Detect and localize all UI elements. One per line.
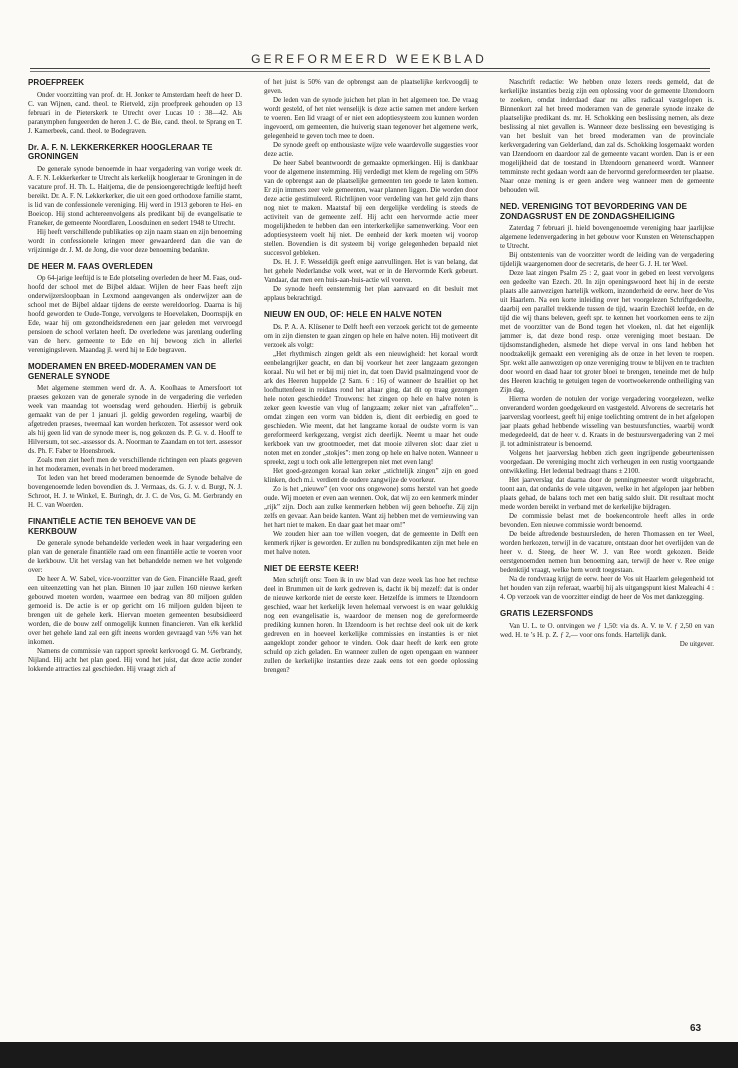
paragraph: De generale synode behandelde verleden week in haar vergadering een plan van de generale finantiële raad om een finantiële actie te voeren voor de kerkbouw. Uit het verslag van het behandelde nemen we het volgende over: bbox=[28, 539, 242, 574]
heading-eerste-keer: NIET DE EERSTE KEER! bbox=[264, 563, 359, 573]
heading-hele-halve-noten: NIEUW EN OUD, OF: HELE EN HALVE NOTEN bbox=[264, 310, 442, 319]
paragraph: Op 64-jarige leeftijd is te Ede plotseling overleden de heer M. Faas, oud-hoofd der school met de Bijbel aldaar. Wijlen de heer Faas heeft zijn onderwijzersloopbaan in Lexmond aangevangen als onderwijzer aan de school met de Bijbel aldaar tijdens de eerste wereldoorlog. Daarna is hij hoofd geworden te Oude-Tonge, vervolgens te Hoevelaken, Doornspijk en Ede, waar hij om gezondheidsredenen een jaar geleden met vervroegd pensioen de school verlaten heeft. De overledene was jarenlang ouderling van de herv. gemeente te Ede en hij bewoog zich in allerlei verenigingsleven. Maandag jl. werd hij te Ede begraven. bbox=[28, 274, 242, 354]
paragraph: Het jaarverslag dat daarna door de penningmeester wordt uitgebracht, toont aan, dat ondanks de vele uitgaven, welke in het afgelopen jaar hebben plaats gehad, de balans toch met een batig saldo sluit. Dit resultaat mocht mede worden bereikt in verband met de kerkelijke bijdragen. bbox=[500, 476, 714, 511]
paragraph: De synode heeft eenstemmig het plan aanvaard en dit besluit met applaus bekrachtigd. bbox=[264, 285, 478, 302]
paragraph: Hierna worden de notulen der vorige vergadering voorgelezen, welke onveranderd worden goedgekeurd en vastgesteld. Alvorens de secretaris het jaarverslag voorleest, geeft hij enige toelichting omtrent de in het afgelopen jaar plaats gehad hebbende wisseling van bestuursfuncties, waarbij wordt medegedeeld, dat de heer v. d. Kraats in de bestuursvergadering van 2 mei jl. tot administrateur is benoemd. bbox=[500, 395, 714, 448]
heading-zondagsrust: NED. VERENIGING TOT BEVORDERING VAN DE ZONDAGSRUST EN DE ZONDAGSHEILIGING bbox=[500, 202, 688, 221]
paragraph: De synode geeft op enthousiaste wijze vele waardevolle suggesties voor deze actie. bbox=[264, 141, 478, 158]
paragraph: Onder voorzitting van prof. dr. H. Jonker te Amsterdam heeft de heer D. C. van Wijnen, cand. theol. te Rietveld, zijn proefpreek gehouden op 13 februari in de Pieterskerk te Utrecht over Lucas 10 : 38—42. Als paranymphen fungeerden de heren J. C. de Bie, cand. theol. te Sprang en T. J. Kamerbeek, cand. theol. te Bodegraven. bbox=[28, 90, 242, 135]
paragraph: De commissie belast met de boekencontrole heeft alles in orde bevonden. Een nieuwe commissie wordt benoemd. bbox=[500, 512, 714, 529]
paragraph: Tot leden van het breed moderamen benoemde de Synode behalve de bovengenoemde leden bovendien ds. J. Vermaas, ds. G. J. v. d. Burgt, N. J. Schroot, H. J. te Winkel, E. Buringh, dr. J. C. de Vos, G. M. Gerbrandy en H. C. van Woerden. bbox=[28, 474, 242, 509]
paragraph: Namens de commissie van rapport spreekt kerkvoogd G. M. Gerbrandy, Nijland. Hij acht het plan goed. Hij vond het juist, dat deze actie zonder lokkende attracties zal geschieden. Hij vraagt zich af bbox=[28, 647, 242, 673]
paragraph: of het juist is 50% van de opbrengst aan de plaatselijke kerkvoogdij te geven. bbox=[264, 78, 478, 95]
paragraph: Zaterdag 7 februari jl. hield bovengenoemde vereniging haar jaarlijkse algemene ledenvergadering in het gebouw voor Kunsten en Wetenschappen te Utrecht. bbox=[500, 224, 714, 250]
paragraph: Deze laat zingen Psalm 25 : 2, gaat voor in gebed en leest vervolgens een gedeelte van Ezech. 20. In zijn openingswoord heet hij in de eerste plaats alle aanwezigen hartelijk welkom, inzonderheid de eerw. heer de Vos uit Haarlem. Na een korte inleiding over het voorgelezen Schriftgedeelte, daarbij een parallel trekkende tussen de tijd, waarin Ezechiël leefde, en de tijd die wij thans beleven, geeft spr. te kennen het voorkomen eens te zijn met de voorzitter van de Bond tegen het vloeken, nl. dat het eigenlijk jammer is, dat deze bond resp. onze vereniging moet bestaan. De tijdsomstandigheden, alsmede het diepe verval in ons land hebben het noodzakelijk gemaakt een vereniging als de onze in het leven te roepen. Spr. wekt alle aanwezigen op onze vereniging trouw te blijven en te trachten door woord en daad haar tot groter bloei te brengen, teneinde met de hulp des Heeren krachtig te getuigen tegen de voortwoekerende ontheiliging van Zijn dag. bbox=[500, 269, 714, 394]
page-number: 63 bbox=[690, 1023, 702, 1034]
column-2 bbox=[264, 78, 478, 1028]
paragraph: De heer Sabel beantwoordt de gemaakte opmerkingen. Hij is dankbaar voor de algemene instemming. Hij verdedigt met klem de regeling om 50% van de opbrengst aan de plaatselijke gemeenten ten goede te laten komen. Er zijn immers zeer vele gemeenten, waar plannen liggen. Die worden door deze actie gestimuleerd. Richtlijnen voor verdeling van het geld zijn thans nog niet te maken. Maatstaf bij een dergelijke verdeling is steeds de activiteit van de gemeente zelf. Hij acht een hervormde actie meer mogelijkheden te hebben dan een interkerkelijke samenwerking. Voor een adoptiesysteem voelt hij niet. De eenheid der kerk moeten wij voorop stellen. Bovendien is dit systeem bij vorige gelegenheden bepaald niet succesvol gebleken. bbox=[264, 159, 478, 257]
article-columns bbox=[28, 78, 714, 1028]
header-rule bbox=[30, 68, 710, 69]
paragraph: De heer A. W. Sabel, vice-voorzitter van de Gen. Financiële Raad, geeft een uiteenzetting van het plan. Binnen 10 jaar zullen 160 nieuwe kerken gebouwd moeten worden, waarmee een bedrag van 80 miljoen gulden gemoeid is. De actie is er op gericht om 16 miljoen gulden bijeen te brengen uit de gehele kerk. Hiervan moeten gemeenten besubsidieerd worden, die de bouw zelf onmogelijk kunnen financieren. Van elk kerklid over het gehele land zal een gift ineens worden gevraagd van ½% van het inkomen. bbox=[28, 575, 242, 646]
paragraph: Hij heeft verschillende publikaties op zijn naam staan en zijn benoeming wordt in confessionele kringen meer gewaardeerd dan die van de vrijzinnige dr. J. M. de Jong, die voor deze benoeming bedankte. bbox=[28, 227, 242, 254]
column-3 bbox=[500, 78, 714, 1028]
heading-faas: DE HEER M. FAAS OVERLEDEN bbox=[28, 261, 153, 271]
heading-lekkerkerker: Dr. A. F. N. LEKKERKERKER HOOGLERAAR TE GRONINGEN bbox=[28, 142, 213, 161]
paragraph: De beide aftredende bestuursleden, de heren Thomassen en ter Weel, worden herkozen, terwijl in de vacature, ontstaan door het overlijden van de heer v. d. Steeg, de heer W. J. van Ree wordt gekozen. Beide eerstgenoemden nemen hun benoeming aan, terwijl de heer v. Ree enige bedenktijd vraagt, welke hem wordt toegestaan. bbox=[500, 530, 714, 574]
paragraph: We zouden hier aan toe willen voegen, dat de gemeente in Delft een kenmerk rijker is geworden. Er zullen nu bondspredikanten zijn met hele en met halve noten. bbox=[264, 529, 478, 556]
paragraph: Zoals men ziet heeft men de verschillende richtingen een plaats gegeven in het moderamen, evenals in het breed moderamen. bbox=[28, 456, 242, 473]
paragraph: De generale synode benoemde in haar vergadering van vorige week dr. A. F. N. Lekkerkerker te Utrecht als kerkelijk hoogleraar te Groningen in de vacature prof. H. Th. L. Haitjema, die de pensioengerechtigde leeftijd heeft bereikt. Dr. A. F. N. Lekkerkerker, die uit een goed orthodoxe familie stamt, is lid van de confessionele vereniging. Hij werd in 1913 geboren te Hei- en Boeicop. Hij stond achtereenvolgens als predikant bij de evangelisatie te Franeker, de gemeente Noordlaren, Loosduinen en sedert 1948 te Utrecht. bbox=[28, 164, 242, 227]
paragraph: Na de rondvraag krijgt de eerw. heer de Vos uit Haarlem gelegenheid tot het houden van zijn referaat, waarbij hij als uitgangspunt kiest Maleachi 4 : 4. Op verzoek van de voorzitter eindigt de heer de Vos met dankzegging. bbox=[500, 575, 714, 601]
paragraph: Ds. H. J. F. Wesseldijk geeft enige aanvullingen. Het is van belang, dat het gehele Nederlandse volk weet, wat er in de Hervormde Kerk gebeurt. Vandaar, dat men een huis-aan-huis-actie wil voeren. bbox=[264, 258, 478, 284]
paragraph: De leden van de synode juichen het plan in het algemeen toe. De vraag wordt gesteld, of het niet wenselijk is deze actie samen met andere kerken te voeren. Een lid vraagt of er niet een adoptiesysteem zou kunnen worden ingevoerd, om gemeenten, die huiverig staan tegenover het algemene werk, gelegenheid te geven toch mee te doen. bbox=[264, 96, 478, 140]
bottom-bar bbox=[0, 1042, 738, 1068]
paragraph: Met algemene stemmen werd dr. A. A. Koolhaas te Amersfoort tot praeses gekozen van de generale synode in de vergadering die verleden week van maandag tot woensdag werd gehouden. Hierbij is gebruik gemaakt van de per 1 januari jl. geldig geworden regeling, waarbij de afgetreden praeses, tweemaal kan worden herkozen. Tot assessor werd ook als hij geen lid van de synode meer is, nog gekozen ds. P. G. v. d. Hooff te Hilversum, tot sec.-assessor ds. A. Noorman te Zaandam en tot tert. assessor ds. Ph. F. Faber te Hoensbroek. bbox=[28, 384, 242, 455]
paragraph-naschrift: Naschrift redactie: We hebben onze lezers reeds gemeld, dat de kerkelijke instanties bezig zijn een oplossing voor de gemeente IJzendoorn te zoeken, omdat inderdaad daar nu alles radicaal vastgelopen is. Binnenkort zal het breed moderamen van de generale synode inzake de plaatselijke predikant ds. mr. H. Schokking een beslissing nemen, als deze beslissing al niet gevallen is. Wanneer deze beslissing een bevestiging is van het besluit van het breed moderamen van de provinciale kerkvergadering van Gelderland, dan zal ds. Schokking losgemaakt worden van IJzendoorn en daardoor zal de gemeente vacant worden. Dan is er een mogelijkheid dat de toestand in IJzendoorn genaneerd wordt. Wanneer temminste recht gedaan wordt aan de hervormd gereformeerden ter plaatse. Naar onze mening is er geen andere weg wanneer men de gemeente behouden wil. bbox=[500, 78, 714, 194]
paragraph: Van U. L. te O. ontvingen we ƒ 1,50: via ds. A. V. te V. ƒ 2,50 en van wed. H. te ’s H. p. Z. ƒ 2,— voor ons fonds. Hartelijk dank. bbox=[500, 621, 714, 639]
heading-lezersfonds: GRATIS LEZERSFONDS bbox=[500, 609, 594, 618]
masthead: GEREFORMEERD WEEKBLAD bbox=[251, 52, 487, 66]
paragraph: Ds. P. A. A. Klüsener te Delft heeft een verzoek gericht tot de gemeente om in zijn diensten te gaan zingen op hele en halve noten. Hij motiveert dit verzoek als volgt: bbox=[264, 322, 478, 349]
header-rule-thin bbox=[30, 71, 710, 72]
column-1 bbox=[28, 78, 242, 1028]
paragraph: Bij ontstentenis van de voorzitter wordt de leiding van de vergadering tijdelijk waargenomen door de secretaris, de heer G. J. H. ter Weel. bbox=[500, 251, 714, 268]
paragraph: Zo is het „nieuwe” (en voor ons ongewone) soms herstel van het goede oude. Wij moeten er even aan wennen. Ook, dat wij zo een kenmerk minder „rijk” zijn. Doch aan zulke kenmerken hebben wij geen behoefte. Zij zijn zelfs en gevaar. Aan beide kanten. Want zij hebben met de vernieuwing van het hart niet te maken. En daar gaat het maar om!” bbox=[264, 484, 478, 529]
paragraph: Volgens het jaarverslag hebben zich geen ingrijpende gebeurtenissen voorgedaan. De vereniging mocht zich verheugen in een rustig voortgaande ontwikkeling. Het ledental bedraagt thans ± 2100. bbox=[500, 449, 714, 475]
paragraph: Men schrijft ons: Toen ik in uw blad van deze week las hoe het rechtse deel in Brummen uit de kerk gedreven is, dacht ik bij mezelf: dat is onder de nieuwe kerkorde niet de eerste keer. Hetzelfde is immers te IJzendoorn geschied, waar het kerkelijk leven helemaal verwoest is en waar gelukkig nog een evangelisatie is, waardoor de mensen nog de gereformeerde prediking kunnen horen. In IJzendoorn is het rechtse deel ook uit de kerk gedreven en in hoeveel kerkelijke commissies en instanties is er niet aangeklopt zonder gehoor te vinden. Ook daar heeft de kerk een grote schuld op zich geladen. En wanneer zullen de ogen opengaan en wanneer zullen de kerkelijke instanties deze zaak eens tot een goede oplossing brengen? bbox=[264, 576, 478, 674]
paragraph: „Het rhythmisch zingen geldt als een nieuwigheid: het koraal wordt eenbelangrijker geacht, en dan bij voorkeur het zeer langzaam gezongen koraal. Nu wil het er bij mij niet in, dat toen David psalmzingend voor de ark des Heeren huppelde (2 Sam. 6 : 16) of wanneer de Israëliet op het loofhuttenfeest in reidans rond het altaar ging, dat dit op traag gezongen hele noten geschiedde! Trouwens: het zingen op hele en halve noten is zeker geen kwestie van vlug of langzaam; zeker niet van „afraffelen”... omdat zingen een vorm van bidden is, dient dit eerbiedig en goed te geschieden. Wie meent, dat het langzame koraal de oudste vorm is van gereformeerd kerkgezang, vergist zich deerlijk. Neemt u maar het oude kerkboek van uw grootmoeder, met dat mooie zilveren slot: daar ziet u noten met en zonder „stokjes”: men zong op hele en halve noten. Wanneer u spreekt, zegt u toch ook alle lettergrepen niet met even lang! bbox=[264, 349, 478, 466]
heading-moderamen: MODERAMEN EN BREED-MODERAMEN VAN DE GENERALE SYNODE bbox=[28, 362, 217, 381]
paragraph: Het goed-gezongen koraal kan zeker „stichtelijk zingen” zijn en goed klinken, doch m.i. verdient de oudere zangwijze de voorkeur. bbox=[264, 466, 478, 484]
heading-proefpreek: PROEFPREEK bbox=[28, 78, 85, 87]
signature: De uitgever. bbox=[679, 639, 714, 648]
heading-kerkbouw: FINANTIËLE ACTIE TEN BEHOEVE VAN DE KERKBOUW bbox=[28, 517, 196, 536]
